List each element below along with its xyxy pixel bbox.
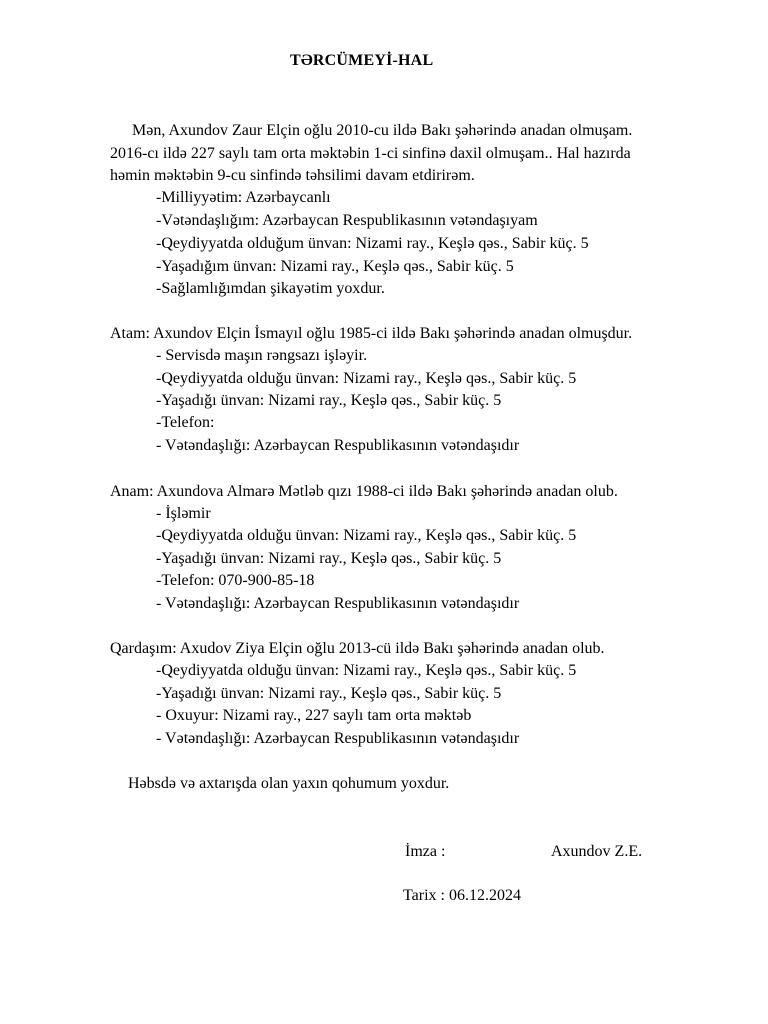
intro-item-residence-address: -Yaşadığım ünvan: Nizami ray., Keşlə qəs., Sabir küç. 5 (156, 258, 514, 275)
intro-line-3: həmin məktəbin 9-cu sinfində təhsilimi davam etdirirəm. (110, 167, 475, 184)
mother-item-citizenship: - Vətəndaşlığı: Azərbaycan Respublikasının vətəndaşıdır (156, 595, 520, 612)
father-item-registered-address: -Qeydiyyatda olduğu ünvan: Nizami ray., Keşlə qəs., Sabir küç. 5 (156, 370, 577, 387)
brother-item-residence-address: -Yaşadığı ünvan: Nizami ray., Keşlə qəs., Sabir küç. 5 (156, 685, 502, 702)
father-item-residence-address: -Yaşadığı ünvan: Nizami ray., Keşlə qəs., Sabir küç. 5 (156, 392, 502, 409)
intro-item-health: -Sağlamlığımdan şikayətim yoxdur. (156, 280, 385, 297)
closing-statement: Həbsdə və axtarışda olan yaxın qohumum yoxdur. (128, 775, 450, 792)
father-item-job: - Servisdə maşın rəngsazı işləyir. (156, 347, 368, 364)
mother-item-residence-address: -Yaşadığı ünvan: Nizami ray., Keşlə qəs., Sabir küç. 5 (156, 550, 502, 567)
intro-item-citizenship: -Vətəndaşlığım: Azərbaycan Respublikasının vətəndaşıyam (156, 212, 538, 229)
intro-line-1: Mən, Axundov Zaur Elçin oğlu 2010-cu ildə Bakı şəhərində anadan olmuşam. (132, 122, 633, 139)
mother-item-registered-address: -Qeydiyyatda olduğu ünvan: Nizami ray., Keşlə qəs., Sabir küç. 5 (156, 527, 577, 544)
signature-name: Axundov Z.E. (551, 843, 643, 860)
brother-item-registered-address: -Qeydiyyatda olduğu ünvan: Nizami ray., Keşlə qəs., Sabir küç. 5 (156, 662, 577, 679)
document-title: TƏRCÜMEYİ-HAL (290, 52, 434, 69)
intro-line-2: 2016-cı ildə 227 saylı tam orta məktəbin 1-ci sinfinə daxil olmuşam.. Hal hazırda (110, 145, 631, 162)
document-date: Tarix : 06.12.2024 (403, 887, 521, 904)
brother-heading: Qardaşım: Axudov Ziya Elçin oğlu 2013-cü ildə Bakı şəhərində anadan olub. (110, 640, 605, 657)
father-item-phone: -Telefon: (156, 414, 215, 431)
mother-heading: Anam: Axundova Almarə Mətləb qızı 1988-ci ildə Bakı şəhərində anadan olub. (110, 483, 618, 500)
brother-item-citizenship: - Vətəndaşlığı: Azərbaycan Respublikasının vətəndaşıdır (156, 730, 520, 747)
father-item-citizenship: - Vətəndaşlığı: Azərbaycan Respublikasının vətəndaşıdır (156, 437, 520, 454)
mother-item-job: - İşləmir (156, 505, 211, 522)
intro-item-nationality: -Milliyyətim: Azərbaycanlı (156, 189, 331, 206)
brother-item-school: - Oxuyur: Nizami ray., 227 saylı tam orta məktəb (156, 707, 472, 724)
signature-label: İmza : (405, 843, 446, 860)
mother-item-phone: -Telefon: 070-900-85-18 (156, 572, 315, 589)
father-heading: Atam: Axundov Elçin İsmayıl oğlu 1985-ci ildə Bakı şəhərində anadan olmuşdur. (110, 325, 633, 342)
intro-item-registered-address: -Qeydiyyatda olduğum ünvan: Nizami ray., Keşlə qəs., Sabir küç. 5 (156, 235, 589, 252)
